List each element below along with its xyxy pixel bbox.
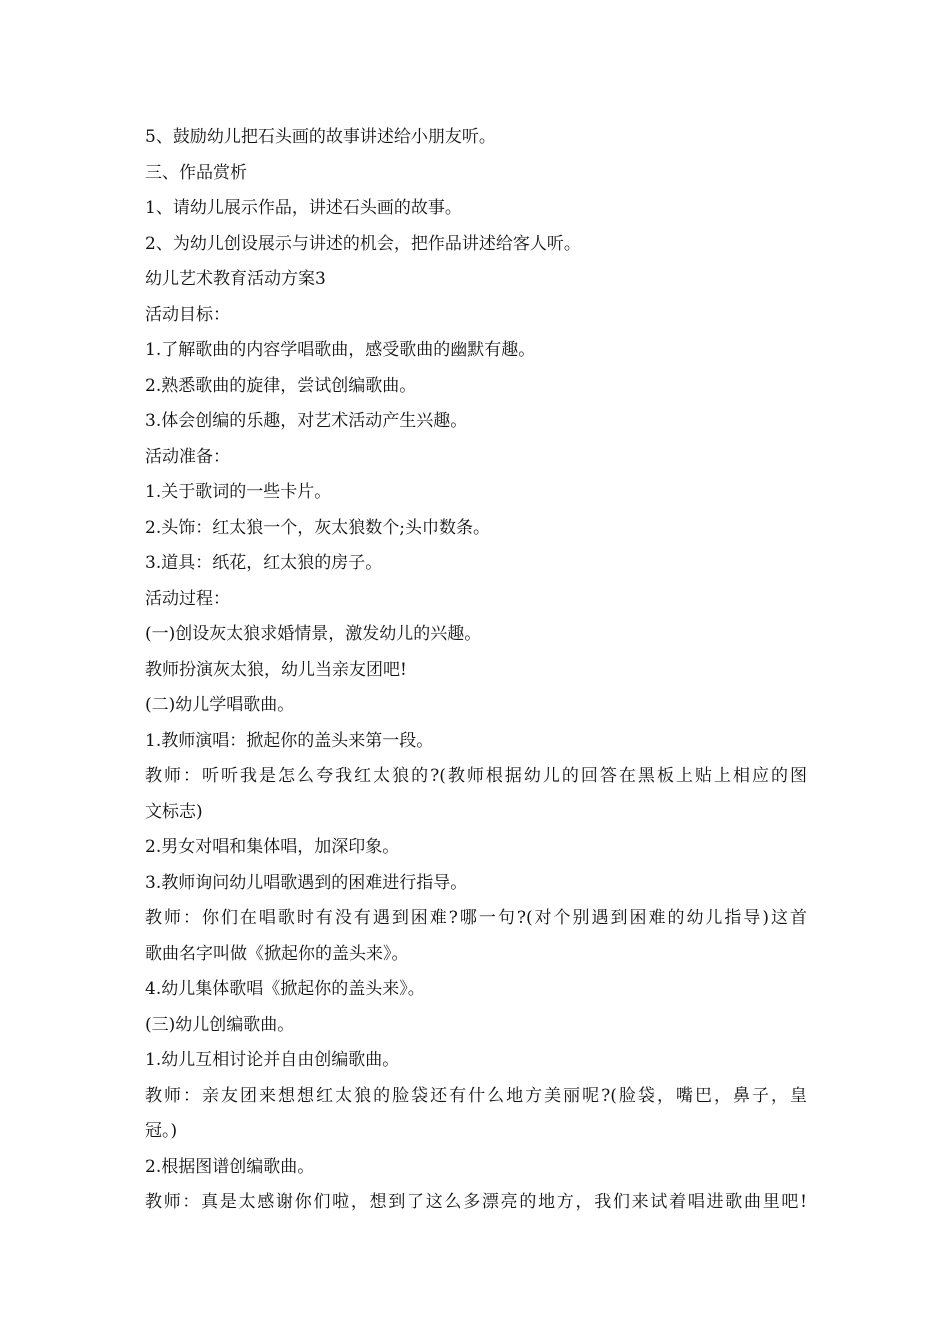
line-27: 1.幼儿互相讨论并自由创编歌曲。 xyxy=(145,1050,400,1070)
line-7: 1.了解歌曲的内容学唱歌曲，感受歌曲的幽默有趣。 xyxy=(145,340,536,360)
line-10: 活动准备： xyxy=(145,446,230,467)
line-14: 活动过程： xyxy=(145,588,230,609)
line-18: 1.教师演唱：掀起你的盖头来第一段。 xyxy=(145,730,434,751)
line-21: 2.男女对唱和集体唱，加深印象。 xyxy=(145,837,400,857)
line-3: 1、请幼儿展示作品，讲述石头画的故事。 xyxy=(145,198,462,218)
line-4: 2、为幼儿创设展示与讲述的机会，把作品讲述给客人听。 xyxy=(145,233,581,254)
line-28: 教师：亲友团来想想红太狼的脸袋还有什么地方美丽呢?(脸袋，嘴巴，鼻子，皇 xyxy=(145,1085,807,1106)
document-body xyxy=(145,120,807,1221)
line-11: 1.关于歌词的一些卡片。 xyxy=(145,482,332,502)
line-9: 3.体会创编的乐趣，对艺术活动产生兴趣。 xyxy=(145,411,468,431)
line-25: 4.幼儿集体歌唱《掀起你的盖头来》。 xyxy=(145,979,425,999)
line-20: 文标志) xyxy=(145,801,203,822)
line-23: 教师：你们在唱歌时有没有遇到困难?哪一句?(对个别遇到困难的幼儿指导)这首 xyxy=(145,908,807,928)
line-26: (三)幼儿创编歌曲。 xyxy=(145,1014,295,1035)
line-6: 活动目标： xyxy=(145,304,230,325)
line-22: 3.教师询问幼儿唱歌遇到的困难进行指导。 xyxy=(145,872,468,893)
line-2: 三、作品赏析 xyxy=(145,162,247,183)
line-29: 冠。) xyxy=(145,1121,178,1141)
line-15: (一)创设灰太狼求婚情景，激发幼儿的兴趣。 xyxy=(145,624,482,644)
line-19: 教师：听听我是怎么夸我红太狼的?(教师根据幼儿的回答在黑板上贴上相应的图 xyxy=(145,766,807,786)
line-17: (二)幼儿学唱歌曲。 xyxy=(145,695,295,715)
line-12: 2.头饰：红太狼一个，灰太狼数个;头巾数条。 xyxy=(145,517,490,538)
line-16: 教师扮演灰太狼，幼儿当亲友团吧! xyxy=(145,659,407,680)
line-13: 3.道具：纸花，红太狼的房子。 xyxy=(145,553,383,573)
section-heading: 幼儿艺术教育活动方案3 xyxy=(145,269,326,289)
line-31: 教师：真是太感谢你们啦，想到了这么多漂亮的地方，我们来试着唱进歌曲里吧! xyxy=(145,1192,807,1212)
line-24: 歌曲名字叫做《掀起你的盖头来》。 xyxy=(145,943,409,964)
line-1: 5、鼓励幼儿把石头画的故事讲述给小朋友听。 xyxy=(145,127,496,147)
line-30: 2.根据图谱创编歌曲。 xyxy=(145,1156,315,1177)
line-8: 2.熟悉歌曲的旋律，尝试创编歌曲。 xyxy=(145,375,417,396)
